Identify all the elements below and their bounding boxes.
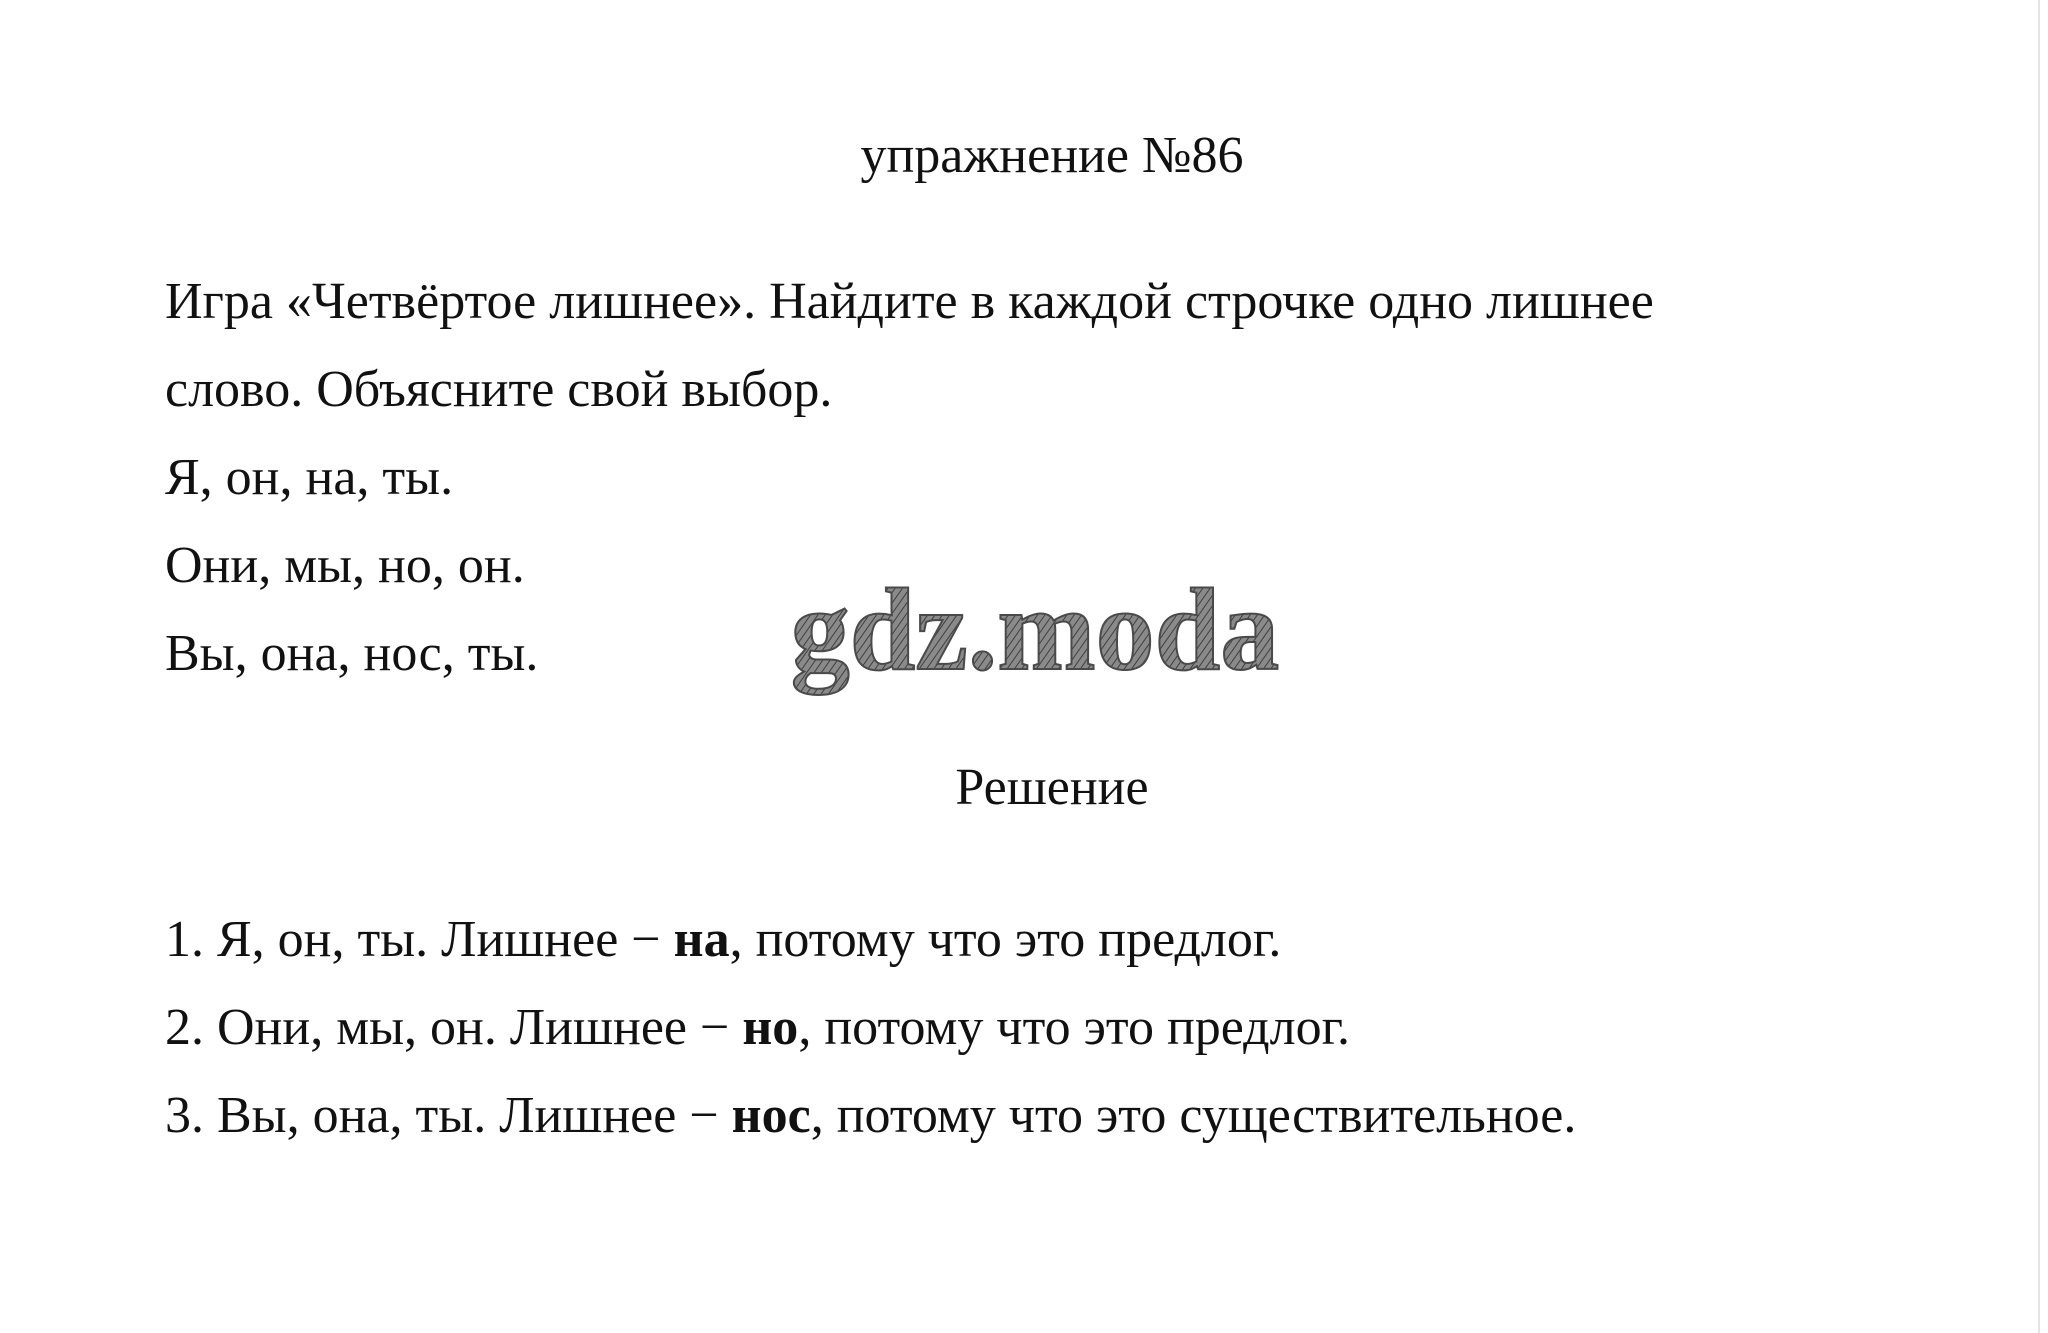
answer-3-prefix: 3. Вы, она, ты. Лишнее − bbox=[165, 1087, 732, 1144]
answer-3-word: нос bbox=[731, 1087, 811, 1144]
answer-1-prefix: 1. Я, он, ты. Лишнее − bbox=[165, 911, 674, 968]
task-instruction-line-1: Игра «Четвёртое лишнее». Найдите в каждой строчке одно лишнее bbox=[165, 273, 1654, 330]
exercise-title: упражнение №86 bbox=[860, 127, 1244, 184]
watermark-logo-graphic bbox=[735, 565, 1335, 715]
task-row-1: Я, он, на, ты. bbox=[165, 449, 454, 506]
task-row-2: Они, мы, но, он. bbox=[165, 537, 525, 594]
answer-2 bbox=[165, 984, 1925, 1072]
watermark-text: gdz.moda bbox=[790, 565, 1280, 695]
answer-1-word: на bbox=[673, 911, 730, 968]
solution-heading: Решение bbox=[955, 759, 1149, 816]
answer-1-suffix: , потому что это предлог. bbox=[729, 911, 1282, 968]
answer-1 bbox=[165, 896, 1925, 984]
page-edge-line bbox=[2038, 0, 2040, 1333]
answer-2-word: но bbox=[742, 999, 799, 1056]
answer-3 bbox=[165, 1072, 1925, 1160]
solution-answers bbox=[165, 896, 1925, 1160]
watermark-logo bbox=[735, 565, 1335, 715]
answer-2-prefix: 2. Они, мы, он. Лишнее − bbox=[165, 999, 743, 1056]
answer-2-suffix: , потому что это предлог. bbox=[798, 999, 1351, 1056]
task-instruction-line-2: слово. Объясните свой выбор. bbox=[165, 361, 833, 418]
answer-3-suffix: , потому что это существительное. bbox=[810, 1087, 1577, 1144]
task-row-3: Вы, она, нос, ты. bbox=[165, 625, 539, 682]
